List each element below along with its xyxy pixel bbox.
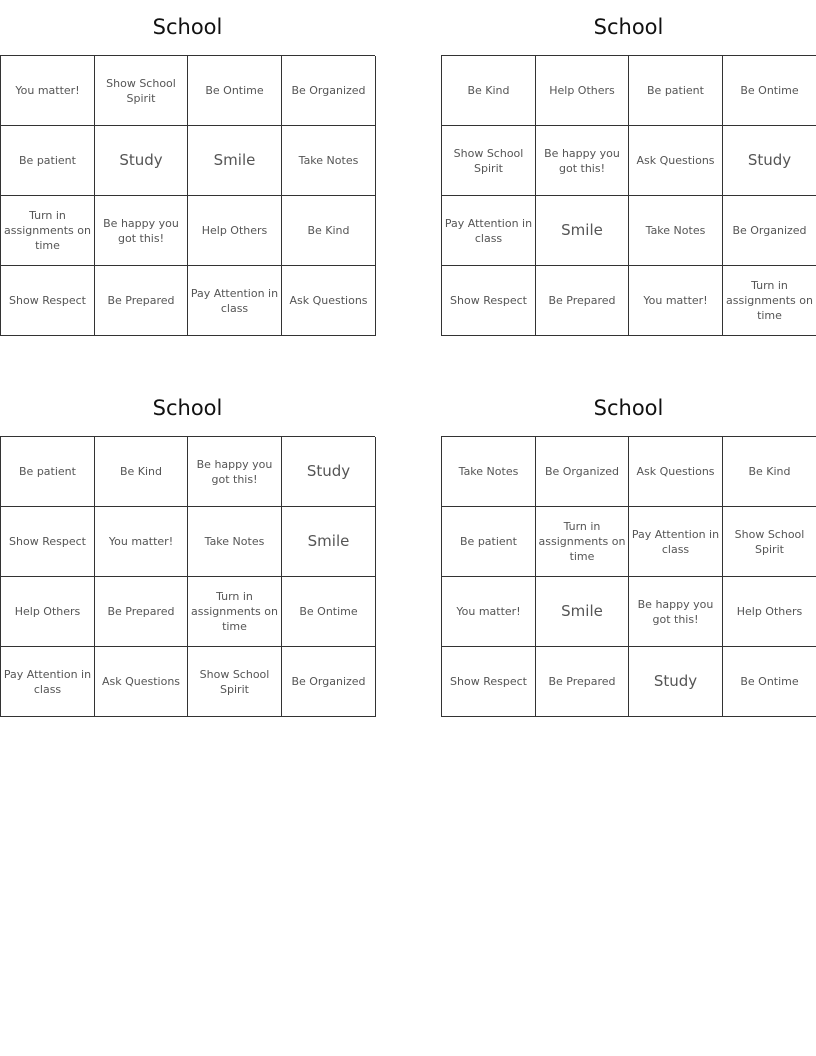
bingo-grid xyxy=(0,436,375,717)
bingo-cell: Be Ontime xyxy=(723,647,816,717)
bingo-grid xyxy=(0,55,375,336)
bingo-card-4 xyxy=(441,381,816,717)
bingo-cell: Help Others xyxy=(723,577,816,647)
bingo-cell: Be Prepared xyxy=(536,647,629,717)
bingo-cell: Pay Attention in class xyxy=(629,507,723,577)
bingo-cell: Help Others xyxy=(188,196,282,266)
bingo-cell: Pay Attention in class xyxy=(442,196,536,266)
bingo-cell: Study xyxy=(723,126,816,196)
bingo-cell: You matter! xyxy=(95,507,188,577)
card-title: School xyxy=(593,15,664,39)
bingo-cell: Help Others xyxy=(1,577,95,647)
bingo-cell: Smile xyxy=(188,126,282,196)
bingo-cell: You matter! xyxy=(1,56,95,126)
bingo-cell: Be Kind xyxy=(442,56,536,126)
bingo-cell: Be Organized xyxy=(282,647,376,717)
bingo-cell: Turn in assignments on time xyxy=(1,196,95,266)
bingo-cell: Ask Questions xyxy=(629,437,723,507)
bingo-cell: Smile xyxy=(282,507,376,577)
bingo-cell: Study xyxy=(629,647,723,717)
bingo-cell: Be Organized xyxy=(723,196,816,266)
bingo-cell: Take Notes xyxy=(282,126,376,196)
bingo-cell: Show Respect xyxy=(1,507,95,577)
bingo-cell: Turn in assignments on time xyxy=(188,577,282,647)
bingo-cell: Be Organized xyxy=(282,56,376,126)
bingo-cell: Be Prepared xyxy=(95,577,188,647)
bingo-grid xyxy=(441,436,816,717)
bingo-card-3 xyxy=(0,381,375,717)
bingo-cell: Be Ontime xyxy=(723,56,816,126)
bingo-card-2 xyxy=(441,0,816,336)
bingo-cell: Be Prepared xyxy=(536,266,629,336)
bingo-cell: Be happy you got this! xyxy=(629,577,723,647)
bingo-cell: Ask Questions xyxy=(282,266,376,336)
bingo-cell: Be happy you got this! xyxy=(95,196,188,266)
bingo-grid xyxy=(441,55,816,336)
bingo-cell: Pay Attention in class xyxy=(1,647,95,717)
bingo-cell: Be patient xyxy=(629,56,723,126)
bingo-cell: Be happy you got this! xyxy=(188,437,282,507)
card-title: School xyxy=(593,396,664,420)
bingo-cell: Turn in assignments on time xyxy=(536,507,629,577)
bingo-cell: Show Respect xyxy=(442,647,536,717)
bingo-cell: You matter! xyxy=(442,577,536,647)
bingo-cell: Pay Attention in class xyxy=(188,266,282,336)
bingo-cell: Help Others xyxy=(536,56,629,126)
bingo-cell: Be patient xyxy=(1,126,95,196)
bingo-cell: Be Ontime xyxy=(282,577,376,647)
bingo-cell: Be Kind xyxy=(723,437,816,507)
bingo-cell: Ask Questions xyxy=(629,126,723,196)
bingo-cell: Turn in assignments on time xyxy=(723,266,816,336)
bingo-cell: Be patient xyxy=(1,437,95,507)
bingo-cell: Be Ontime xyxy=(188,56,282,126)
bingo-cell: Study xyxy=(282,437,376,507)
bingo-cell: Be happy you got this! xyxy=(536,126,629,196)
bingo-card-1 xyxy=(0,0,375,336)
bingo-cell: Be Prepared xyxy=(95,266,188,336)
bingo-cell: Show Respect xyxy=(1,266,95,336)
bingo-cell: Be Organized xyxy=(536,437,629,507)
bingo-cell: Be patient xyxy=(442,507,536,577)
bingo-cell: Take Notes xyxy=(442,437,536,507)
bingo-cell: You matter! xyxy=(629,266,723,336)
bingo-cell: Show School Spirit xyxy=(95,56,188,126)
bingo-cell: Show School Spirit xyxy=(442,126,536,196)
bingo-cell: Take Notes xyxy=(188,507,282,577)
bingo-cell: Smile xyxy=(536,196,629,266)
bingo-cell: Show Respect xyxy=(442,266,536,336)
bingo-cell: Study xyxy=(95,126,188,196)
bingo-cell: Smile xyxy=(536,577,629,647)
bingo-cell: Be Kind xyxy=(95,437,188,507)
bingo-cell: Ask Questions xyxy=(95,647,188,717)
card-title: School xyxy=(152,15,223,39)
card-title: School xyxy=(152,396,223,420)
bingo-cell: Show School Spirit xyxy=(723,507,816,577)
bingo-cell: Show School Spirit xyxy=(188,647,282,717)
bingo-cell: Take Notes xyxy=(629,196,723,266)
bingo-cell: Be Kind xyxy=(282,196,376,266)
